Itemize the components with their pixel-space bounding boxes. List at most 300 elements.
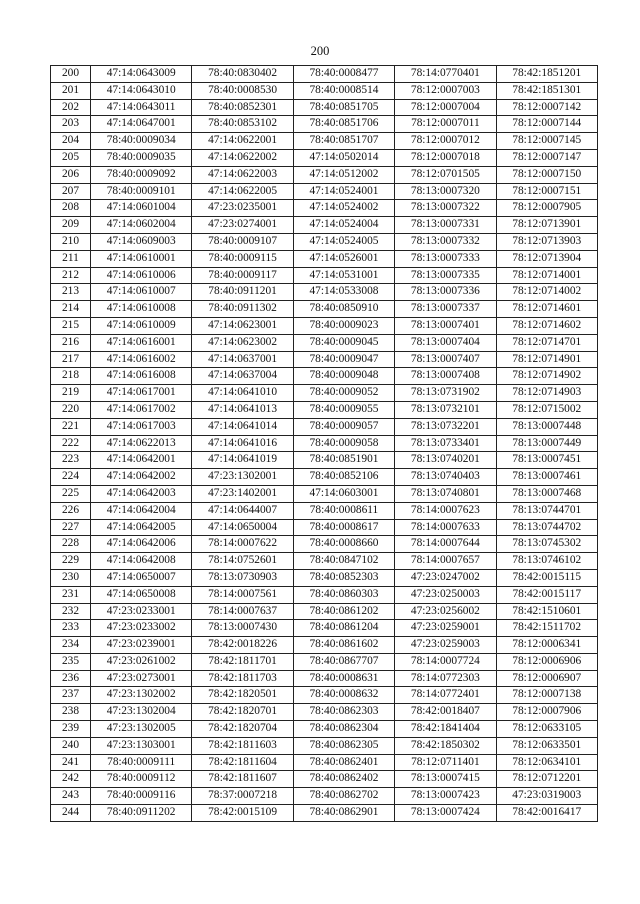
cadastral-number-cell: 78:12:0007142 bbox=[496, 99, 597, 116]
row-index-cell: 214 bbox=[51, 301, 91, 318]
cadastral-number-cell: 78:12:0006341 bbox=[496, 637, 597, 654]
cadastral-number-cell: 47:14:0642008 bbox=[91, 553, 192, 570]
cadastral-number-cell: 78:40:0009052 bbox=[293, 385, 394, 402]
cadastral-number-cell: 47:14:0609003 bbox=[91, 233, 192, 250]
cadastral-number-cell: 47:14:0533008 bbox=[293, 284, 394, 301]
table-row bbox=[51, 334, 598, 351]
cadastral-number-cell: 47:14:0524005 bbox=[293, 233, 394, 250]
cadastral-number-cell: 78:13:0732201 bbox=[395, 418, 496, 435]
row-index-cell: 213 bbox=[51, 284, 91, 301]
cadastral-number-cell: 78:12:0714001 bbox=[496, 267, 597, 284]
table-row bbox=[51, 166, 598, 183]
cadastral-number-cell: 47:23:0239001 bbox=[91, 637, 192, 654]
cadastral-number-cell: 78:13:0744702 bbox=[496, 519, 597, 536]
cadastral-number-cell: 78:13:0007449 bbox=[496, 435, 597, 452]
cadastral-number-cell: 47:23:1302004 bbox=[91, 704, 192, 721]
cadastral-number-cell: 78:13:0007335 bbox=[395, 267, 496, 284]
cadastral-number-cell: 47:14:0602004 bbox=[91, 217, 192, 234]
cadastral-number-cell: 78:42:0016417 bbox=[496, 805, 597, 822]
cadastral-number-cell: 78:12:0712201 bbox=[496, 771, 597, 788]
cadastral-number-cell: 47:14:0642006 bbox=[91, 536, 192, 553]
cadastral-number-cell: 47:14:0623002 bbox=[192, 334, 293, 351]
row-index-cell: 200 bbox=[51, 66, 91, 83]
cadastral-number-cell: 78:40:0911201 bbox=[192, 284, 293, 301]
cadastral-number-cell: 78:12:0007012 bbox=[395, 133, 496, 150]
cadastral-number-cell: 47:14:0643010 bbox=[91, 82, 192, 99]
cadastral-number-cell: 78:42:1841404 bbox=[395, 721, 496, 738]
cadastral-number-cell: 78:12:0007018 bbox=[395, 149, 496, 166]
cadastral-number-cell: 78:42:1851201 bbox=[496, 66, 597, 83]
cadastral-number-cell: 78:42:0018407 bbox=[395, 704, 496, 721]
cadastral-number-cell: 78:40:0911202 bbox=[91, 805, 192, 822]
cadastral-number-cell: 47:23:1402001 bbox=[192, 485, 293, 502]
cadastral-number-cell: 78:42:0015109 bbox=[192, 805, 293, 822]
cadastral-number-cell: 78:42:1820701 bbox=[192, 704, 293, 721]
table-row bbox=[51, 217, 598, 234]
row-index-cell: 228 bbox=[51, 536, 91, 553]
cadastral-number-cell: 47:14:0524001 bbox=[293, 183, 394, 200]
table-row bbox=[51, 754, 598, 771]
table-row bbox=[51, 721, 598, 738]
cadastral-number-cell: 78:13:0007461 bbox=[496, 469, 597, 486]
table-row bbox=[51, 133, 598, 150]
table-row bbox=[51, 771, 598, 788]
row-index-cell: 215 bbox=[51, 317, 91, 334]
row-index-cell: 225 bbox=[51, 485, 91, 502]
cadastral-number-cell: 78:13:0007322 bbox=[395, 200, 496, 217]
cadastral-number-cell: 78:42:0015115 bbox=[496, 569, 597, 586]
cadastral-number-cell: 47:14:0617003 bbox=[91, 418, 192, 435]
cadastral-number-cell: 78:40:0830402 bbox=[192, 66, 293, 83]
cadastral-number-cell: 78:40:0851901 bbox=[293, 452, 394, 469]
cadastral-number-cell: 47:23:1302005 bbox=[91, 721, 192, 738]
row-index-cell: 212 bbox=[51, 267, 91, 284]
cadastral-number-cell: 47:23:0319003 bbox=[496, 788, 597, 805]
cadastral-number-cell: 78:13:0746102 bbox=[496, 553, 597, 570]
cadastral-number-cell: 78:40:0009045 bbox=[293, 334, 394, 351]
cadastral-number-table bbox=[50, 65, 598, 822]
cadastral-number-cell: 78:12:0633105 bbox=[496, 721, 597, 738]
table-row bbox=[51, 317, 598, 334]
cadastral-number-cell: 47:14:0610008 bbox=[91, 301, 192, 318]
cadastral-number-cell: 78:12:0714903 bbox=[496, 385, 597, 402]
cadastral-number-cell: 78:14:0007637 bbox=[192, 603, 293, 620]
cadastral-number-cell: 78:12:0701505 bbox=[395, 166, 496, 183]
cadastral-number-cell: 78:12:0711401 bbox=[395, 754, 496, 771]
cadastral-number-cell: 47:14:0622001 bbox=[192, 133, 293, 150]
cadastral-number-cell: 78:13:0744701 bbox=[496, 502, 597, 519]
cadastral-number-cell: 78:40:0862304 bbox=[293, 721, 394, 738]
row-index-cell: 211 bbox=[51, 250, 91, 267]
cadastral-number-cell: 78:42:0015117 bbox=[496, 586, 597, 603]
cadastral-number-cell: 47:14:0641010 bbox=[192, 385, 293, 402]
cadastral-number-cell: 78:13:0732101 bbox=[395, 401, 496, 418]
cadastral-number-cell: 78:14:0007644 bbox=[395, 536, 496, 553]
cadastral-number-cell: 78:13:0007331 bbox=[395, 217, 496, 234]
cadastral-number-cell: 78:14:0772303 bbox=[395, 670, 496, 687]
cadastral-number-cell: 78:40:0009117 bbox=[192, 267, 293, 284]
cadastral-number-cell: 78:13:0007451 bbox=[496, 452, 597, 469]
cadastral-number-cell: 78:40:0009116 bbox=[91, 788, 192, 805]
cadastral-number-cell: 78:40:0009035 bbox=[91, 149, 192, 166]
cadastral-number-cell: 78:40:0861602 bbox=[293, 637, 394, 654]
cadastral-number-cell: 78:42:1811607 bbox=[192, 771, 293, 788]
cadastral-number-cell: 78:40:0008617 bbox=[293, 519, 394, 536]
cadastral-number-cell: 47:14:0642002 bbox=[91, 469, 192, 486]
cadastral-number-cell: 78:12:0714601 bbox=[496, 301, 597, 318]
cadastral-number-cell: 78:40:0008631 bbox=[293, 670, 394, 687]
row-index-cell: 207 bbox=[51, 183, 91, 200]
cadastral-number-cell: 47:14:0641019 bbox=[192, 452, 293, 469]
table-row bbox=[51, 284, 598, 301]
row-index-cell: 223 bbox=[51, 452, 91, 469]
cadastral-number-cell: 47:14:0641014 bbox=[192, 418, 293, 435]
cadastral-number-cell: 78:12:0634101 bbox=[496, 754, 597, 771]
table-row bbox=[51, 233, 598, 250]
cadastral-number-cell: 78:12:0714602 bbox=[496, 317, 597, 334]
cadastral-number-cell: 78:13:0007468 bbox=[496, 485, 597, 502]
cadastral-number-cell: 78:13:0007333 bbox=[395, 250, 496, 267]
cadastral-number-cell: 78:40:0008660 bbox=[293, 536, 394, 553]
cadastral-number-cell: 78:40:0008632 bbox=[293, 687, 394, 704]
row-index-cell: 206 bbox=[51, 166, 91, 183]
table-row bbox=[51, 200, 598, 217]
table-row bbox=[51, 267, 598, 284]
cadastral-number-cell: 78:12:0007905 bbox=[496, 200, 597, 217]
table-row bbox=[51, 452, 598, 469]
cadastral-number-cell: 47:14:0637001 bbox=[192, 351, 293, 368]
row-index-cell: 220 bbox=[51, 401, 91, 418]
table-row bbox=[51, 116, 598, 133]
row-index-cell: 221 bbox=[51, 418, 91, 435]
cadastral-number-cell: 78:40:0862305 bbox=[293, 737, 394, 754]
cadastral-number-cell: 47:23:0259003 bbox=[395, 637, 496, 654]
cadastral-number-cell: 78:12:0007003 bbox=[395, 82, 496, 99]
cadastral-number-cell: 78:12:0714902 bbox=[496, 368, 597, 385]
row-index-cell: 240 bbox=[51, 737, 91, 754]
cadastral-number-cell: 78:42:1811703 bbox=[192, 670, 293, 687]
table-row bbox=[51, 418, 598, 435]
cadastral-number-cell: 78:12:0633501 bbox=[496, 737, 597, 754]
cadastral-number-cell: 78:42:1850302 bbox=[395, 737, 496, 754]
cadastral-number-cell: 78:42:1820704 bbox=[192, 721, 293, 738]
cadastral-number-cell: 78:40:0852303 bbox=[293, 569, 394, 586]
cadastral-number-cell: 78:12:0007138 bbox=[496, 687, 597, 704]
cadastral-number-cell: 78:40:0911302 bbox=[192, 301, 293, 318]
cadastral-number-cell: 78:42:1811701 bbox=[192, 653, 293, 670]
cadastral-number-cell: 78:40:0009047 bbox=[293, 351, 394, 368]
cadastral-number-cell: 78:40:0862401 bbox=[293, 754, 394, 771]
cadastral-number-cell: 78:12:0007004 bbox=[395, 99, 496, 116]
cadastral-number-cell: 78:40:0861202 bbox=[293, 603, 394, 620]
cadastral-number-cell: 78:40:0008514 bbox=[293, 82, 394, 99]
table-row bbox=[51, 553, 598, 570]
row-index-cell: 208 bbox=[51, 200, 91, 217]
cadastral-number-cell: 78:40:0853102 bbox=[192, 116, 293, 133]
cadastral-number-cell: 47:23:0247002 bbox=[395, 569, 496, 586]
cadastral-number-cell: 78:13:0731902 bbox=[395, 385, 496, 402]
table-row bbox=[51, 620, 598, 637]
cadastral-number-cell: 78:40:0852301 bbox=[192, 99, 293, 116]
cadastral-number-cell: 78:40:0862901 bbox=[293, 805, 394, 822]
cadastral-number-cell: 47:14:0622003 bbox=[192, 166, 293, 183]
cadastral-number-cell: 78:42:1851301 bbox=[496, 82, 597, 99]
cadastral-number-cell: 78:42:0018226 bbox=[192, 637, 293, 654]
row-index-cell: 237 bbox=[51, 687, 91, 704]
cadastral-number-cell: 47:14:0610001 bbox=[91, 250, 192, 267]
cadastral-number-cell: 78:40:0009107 bbox=[192, 233, 293, 250]
cadastral-number-cell: 78:40:0009101 bbox=[91, 183, 192, 200]
cadastral-number-cell: 78:40:0861204 bbox=[293, 620, 394, 637]
cadastral-number-cell: 47:14:0622005 bbox=[192, 183, 293, 200]
cadastral-number-cell: 78:40:0009034 bbox=[91, 133, 192, 150]
cadastral-number-cell: 78:12:0007906 bbox=[496, 704, 597, 721]
table-row bbox=[51, 603, 598, 620]
cadastral-number-cell: 78:13:0007337 bbox=[395, 301, 496, 318]
cadastral-number-cell: 47:14:0642001 bbox=[91, 452, 192, 469]
cadastral-number-cell: 78:13:0007424 bbox=[395, 805, 496, 822]
table-row bbox=[51, 502, 598, 519]
cadastral-number-cell: 78:14:0007623 bbox=[395, 502, 496, 519]
cadastral-number-cell: 47:23:1302001 bbox=[192, 469, 293, 486]
cadastral-number-cell: 78:14:0007724 bbox=[395, 653, 496, 670]
row-index-cell: 218 bbox=[51, 368, 91, 385]
cadastral-number-cell: 78:14:0772401 bbox=[395, 687, 496, 704]
row-index-cell: 222 bbox=[51, 435, 91, 452]
row-index-cell: 227 bbox=[51, 519, 91, 536]
table-row bbox=[51, 485, 598, 502]
table-row bbox=[51, 435, 598, 452]
cadastral-number-cell: 47:14:0650004 bbox=[192, 519, 293, 536]
table-row bbox=[51, 401, 598, 418]
cadastral-number-cell: 78:37:0007218 bbox=[192, 788, 293, 805]
cadastral-number-cell: 78:12:0006906 bbox=[496, 653, 597, 670]
table-row bbox=[51, 569, 598, 586]
cadastral-number-cell: 47:14:0641013 bbox=[192, 401, 293, 418]
row-index-cell: 230 bbox=[51, 569, 91, 586]
cadastral-number-cell: 47:23:0261002 bbox=[91, 653, 192, 670]
row-index-cell: 209 bbox=[51, 217, 91, 234]
cadastral-number-cell: 78:14:0752601 bbox=[192, 553, 293, 570]
table-row bbox=[51, 653, 598, 670]
cadastral-number-cell: 78:12:0714901 bbox=[496, 351, 597, 368]
cadastral-number-cell: 47:14:0642005 bbox=[91, 519, 192, 536]
cadastral-number-cell: 78:12:0006907 bbox=[496, 670, 597, 687]
table-row bbox=[51, 737, 598, 754]
cadastral-number-cell: 78:42:1811604 bbox=[192, 754, 293, 771]
table-row bbox=[51, 66, 598, 83]
cadastral-number-cell: 78:40:0867707 bbox=[293, 653, 394, 670]
cadastral-number-cell: 78:40:0852106 bbox=[293, 469, 394, 486]
row-index-cell: 244 bbox=[51, 805, 91, 822]
row-index-cell: 216 bbox=[51, 334, 91, 351]
cadastral-number-cell: 78:40:0009055 bbox=[293, 401, 394, 418]
cadastral-number-cell: 78:14:0770401 bbox=[395, 66, 496, 83]
cadastral-number-cell: 78:12:0713901 bbox=[496, 217, 597, 234]
cadastral-number-cell: 47:14:0622002 bbox=[192, 149, 293, 166]
cadastral-number-cell: 47:14:0643009 bbox=[91, 66, 192, 83]
cadastral-number-cell: 78:13:0007423 bbox=[395, 788, 496, 805]
table-row bbox=[51, 519, 598, 536]
cadastral-number-cell: 78:12:0714701 bbox=[496, 334, 597, 351]
cadastral-number-cell: 47:23:0233002 bbox=[91, 620, 192, 637]
row-index-cell: 210 bbox=[51, 233, 91, 250]
cadastral-number-cell: 78:42:1820501 bbox=[192, 687, 293, 704]
cadastral-number-cell: 78:12:0713904 bbox=[496, 250, 597, 267]
table-row bbox=[51, 82, 598, 99]
cadastral-number-cell: 78:40:0860303 bbox=[293, 586, 394, 603]
row-index-cell: 231 bbox=[51, 586, 91, 603]
cadastral-number-cell: 78:40:0009115 bbox=[192, 250, 293, 267]
table-row bbox=[51, 385, 598, 402]
cadastral-number-cell: 47:14:0616001 bbox=[91, 334, 192, 351]
cadastral-number-cell: 78:13:0740801 bbox=[395, 485, 496, 502]
cadastral-number-cell: 47:23:0259001 bbox=[395, 620, 496, 637]
cadastral-number-cell: 78:40:0851707 bbox=[293, 133, 394, 150]
cadastral-number-cell: 47:14:0641016 bbox=[192, 435, 293, 452]
cadastral-number-cell: 78:40:0862303 bbox=[293, 704, 394, 721]
cadastral-number-cell: 47:14:0647001 bbox=[91, 116, 192, 133]
cadastral-number-cell: 47:14:0650008 bbox=[91, 586, 192, 603]
cadastral-number-cell: 78:13:0007332 bbox=[395, 233, 496, 250]
cadastral-number-cell: 78:40:0008477 bbox=[293, 66, 394, 83]
cadastral-number-cell: 78:13:0007408 bbox=[395, 368, 496, 385]
cadastral-number-cell: 47:23:1302002 bbox=[91, 687, 192, 704]
cadastral-number-cell: 78:13:0007415 bbox=[395, 771, 496, 788]
page-number: 200 bbox=[310, 44, 330, 58]
cadastral-number-cell: 78:12:0007147 bbox=[496, 149, 597, 166]
cadastral-number-cell: 78:40:0009112 bbox=[91, 771, 192, 788]
cadastral-number-cell: 47:14:0643011 bbox=[91, 99, 192, 116]
cadastral-number-cell: 78:12:0007144 bbox=[496, 116, 597, 133]
row-index-cell: 226 bbox=[51, 502, 91, 519]
row-index-cell: 219 bbox=[51, 385, 91, 402]
cadastral-number-cell: 78:12:0007151 bbox=[496, 183, 597, 200]
cadastral-number-cell: 47:14:0601004 bbox=[91, 200, 192, 217]
cadastral-number-cell: 47:14:0644007 bbox=[192, 502, 293, 519]
table-row bbox=[51, 99, 598, 116]
cadastral-number-cell: 78:13:0740201 bbox=[395, 452, 496, 469]
cadastral-number-cell: 47:14:0531001 bbox=[293, 267, 394, 284]
cadastral-number-cell: 47:23:0250003 bbox=[395, 586, 496, 603]
cadastral-number-cell: 47:14:0616002 bbox=[91, 351, 192, 368]
cadastral-number-cell: 78:13:0007448 bbox=[496, 418, 597, 435]
cadastral-number-cell: 47:23:0273001 bbox=[91, 670, 192, 687]
cadastral-number-cell: 78:40:0008611 bbox=[293, 502, 394, 519]
row-index-cell: 238 bbox=[51, 704, 91, 721]
cadastral-number-cell: 47:14:0637004 bbox=[192, 368, 293, 385]
row-index-cell: 242 bbox=[51, 771, 91, 788]
table-row bbox=[51, 149, 598, 166]
cadastral-number-cell: 78:12:0007145 bbox=[496, 133, 597, 150]
cadastral-number-cell: 47:23:0233001 bbox=[91, 603, 192, 620]
row-index-cell: 224 bbox=[51, 469, 91, 486]
cadastral-number-cell: 78:13:0740403 bbox=[395, 469, 496, 486]
cadastral-number-cell: 78:40:0009023 bbox=[293, 317, 394, 334]
cadastral-number-cell: 78:13:0745302 bbox=[496, 536, 597, 553]
table-row bbox=[51, 250, 598, 267]
cadastral-number-cell: 47:14:0617001 bbox=[91, 385, 192, 402]
cadastral-number-cell: 78:42:1511702 bbox=[496, 620, 597, 637]
row-index-cell: 239 bbox=[51, 721, 91, 738]
cadastral-number-cell: 78:13:0007336 bbox=[395, 284, 496, 301]
row-index-cell: 204 bbox=[51, 133, 91, 150]
cadastral-number-cell: 78:40:0008530 bbox=[192, 82, 293, 99]
cadastral-number-cell: 78:40:0009057 bbox=[293, 418, 394, 435]
row-index-cell: 235 bbox=[51, 653, 91, 670]
table-row bbox=[51, 536, 598, 553]
cadastral-number-cell: 78:40:0862702 bbox=[293, 788, 394, 805]
row-index-cell: 217 bbox=[51, 351, 91, 368]
cadastral-number-cell: 47:23:0256002 bbox=[395, 603, 496, 620]
cadastral-number-cell: 47:14:0524004 bbox=[293, 217, 394, 234]
row-index-cell: 243 bbox=[51, 788, 91, 805]
cadastral-number-cell: 47:14:0642003 bbox=[91, 485, 192, 502]
cadastral-number-cell: 47:14:0512002 bbox=[293, 166, 394, 183]
cadastral-number-cell: 78:14:0007622 bbox=[192, 536, 293, 553]
cadastral-number-cell: 78:40:0009048 bbox=[293, 368, 394, 385]
cadastral-number-cell: 78:13:0007430 bbox=[192, 620, 293, 637]
table-row bbox=[51, 586, 598, 603]
row-index-cell: 234 bbox=[51, 637, 91, 654]
cadastral-number-cell: 78:40:0850910 bbox=[293, 301, 394, 318]
cadastral-number-cell: 78:42:1510601 bbox=[496, 603, 597, 620]
cadastral-number-cell: 78:13:0007320 bbox=[395, 183, 496, 200]
cadastral-number-cell: 78:13:0733401 bbox=[395, 435, 496, 452]
cadastral-number-cell: 78:12:0007011 bbox=[395, 116, 496, 133]
cadastral-number-cell: 47:14:0616008 bbox=[91, 368, 192, 385]
table-row bbox=[51, 637, 598, 654]
cadastral-number-cell: 47:23:1303001 bbox=[91, 737, 192, 754]
cadastral-number-cell: 78:40:0847102 bbox=[293, 553, 394, 570]
table-row bbox=[51, 670, 598, 687]
cadastral-number-cell: 47:14:0610006 bbox=[91, 267, 192, 284]
row-index-cell: 236 bbox=[51, 670, 91, 687]
cadastral-number-cell: 78:40:0851705 bbox=[293, 99, 394, 116]
cadastral-number-cell: 47:14:0610007 bbox=[91, 284, 192, 301]
table-row bbox=[51, 687, 598, 704]
cadastral-number-cell: 78:13:0007407 bbox=[395, 351, 496, 368]
cadastral-number-cell: 78:40:0009111 bbox=[91, 754, 192, 771]
cadastral-number-cell: 78:13:0007404 bbox=[395, 334, 496, 351]
table-row bbox=[51, 183, 598, 200]
cadastral-number-cell: 78:14:0007657 bbox=[395, 553, 496, 570]
cadastral-number-cell: 47:14:0617002 bbox=[91, 401, 192, 418]
cadastral-number-cell: 47:14:0526001 bbox=[293, 250, 394, 267]
table-body bbox=[51, 66, 598, 822]
cadastral-number-cell: 78:13:0730903 bbox=[192, 569, 293, 586]
cadastral-number-cell: 78:42:1811603 bbox=[192, 737, 293, 754]
cadastral-number-cell: 78:12:0007150 bbox=[496, 166, 597, 183]
cadastral-number-cell: 47:14:0622013 bbox=[91, 435, 192, 452]
table-row bbox=[51, 351, 598, 368]
cadastral-number-cell: 47:14:0623001 bbox=[192, 317, 293, 334]
cadastral-number-cell: 78:14:0007561 bbox=[192, 586, 293, 603]
row-index-cell: 233 bbox=[51, 620, 91, 637]
row-index-cell: 203 bbox=[51, 116, 91, 133]
table-row bbox=[51, 788, 598, 805]
cadastral-number-cell: 78:40:0862402 bbox=[293, 771, 394, 788]
cadastral-number-cell: 47:23:0235001 bbox=[192, 200, 293, 217]
row-index-cell: 205 bbox=[51, 149, 91, 166]
table-row bbox=[51, 805, 598, 822]
cadastral-number-cell: 78:13:0007401 bbox=[395, 317, 496, 334]
cadastral-number-cell: 78:12:0715002 bbox=[496, 401, 597, 418]
cadastral-number-cell: 47:14:0502014 bbox=[293, 149, 394, 166]
row-index-cell: 232 bbox=[51, 603, 91, 620]
cadastral-number-cell: 47:23:0274001 bbox=[192, 217, 293, 234]
cadastral-number-cell: 78:40:0009092 bbox=[91, 166, 192, 183]
